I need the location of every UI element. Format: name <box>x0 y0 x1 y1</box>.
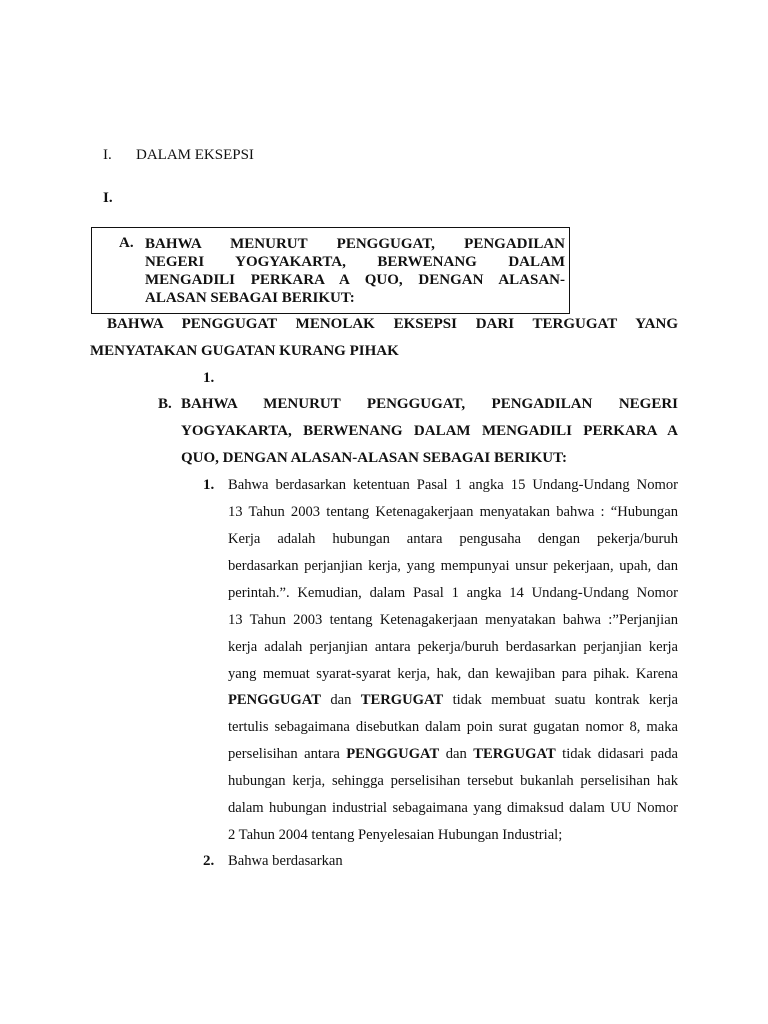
point-number: 1. <box>203 477 215 493</box>
party-penggugat: PENGGUGAT <box>346 746 440 762</box>
intro-line: BAHWA PENGGUGAT MENOLAK EKSEPSI DARI TERGUGAT YANG <box>107 316 678 332</box>
point-line: 13 Tahun 2003 tentang Ketenagakerjaan menyatakan bahwa :”Perjanjian <box>228 612 678 628</box>
point-line: Bahwa berdasarkan ketentuan Pasal 1 angka 15 Undang-Undang Nomor <box>228 477 678 493</box>
connector-text: dan <box>320 692 361 708</box>
line-text: tidak didasari pada <box>555 746 678 762</box>
connector-text: dan <box>439 746 474 762</box>
party-tergugat: TERGUGAT <box>473 746 556 762</box>
point-line: 13 Tahun 2003 tentang Ketenagakerjaan menyatakan bahwa : “Hubungan <box>228 504 678 520</box>
point-line <box>228 692 678 709</box>
line-text: perselisihan antara <box>228 746 347 762</box>
point-line: kerja adalah perjanjian antara pekerja/buruh berdasarkan perjanjian kerja <box>228 639 678 655</box>
point-line: tertulis sebagaimana disebutkan dalam poin surat gugatan nomor 8, maka <box>228 719 678 735</box>
point-line: Kerja adalah hubungan antara pengusaha dengan pekerja/buruh <box>228 531 678 547</box>
heading-number: I. <box>103 147 112 163</box>
point-line <box>228 746 678 763</box>
section-b-line: YOGYAKARTA, BERWENANG DALAM MENGADILI PERKARA A <box>181 423 678 439</box>
party-penggugat: PENGGUGAT <box>228 692 321 708</box>
section-b-line: QUO, DENGAN ALASAN-ALASAN SEBAGAI BERIKUT: <box>181 450 568 466</box>
point-line: yang memuat syarat-syarat kerja, hak, dan kewajiban para pihak. Karena <box>228 666 678 682</box>
section-b-line: BAHWA MENURUT PENGGUGAT, PENGADILAN NEGERI <box>181 396 678 412</box>
point-line: Bahwa berdasarkan <box>228 853 343 869</box>
point-number: 2. <box>203 853 215 869</box>
section-a-line: NEGERI YOGYAKARTA, BERWENANG DALAM <box>145 254 565 270</box>
section-a-line: BAHWA MENURUT PENGGUGAT, PENGADILAN <box>145 236 565 252</box>
point-line: perintah.”. Kemudian, dalam Pasal 1 angka 14 Undang-Undang Nomor <box>228 585 678 601</box>
party-tergugat: TERGUGAT <box>360 692 444 708</box>
point-line: hubungan kerja, sehingga perselisihan tersebut bukanlah perselisihan hak <box>228 773 678 789</box>
point-line: berdasarkan perjanjian kerja, yang mempunyai unsur pekerjaan, upah, dan <box>228 558 678 574</box>
subheading-number: I. <box>103 190 113 206</box>
heading-title: DALAM EKSEPSI <box>136 147 254 163</box>
point-line: 2 Tahun 2004 tentang Penyelesaian Hubungan Industrial; <box>228 827 563 843</box>
section-a-line: MENGADILI PERKARA A QUO, DENGAN ALASAN- <box>145 272 565 288</box>
section-a-line: ALASAN SEBAGAI BERIKUT: <box>145 290 355 306</box>
intro-line: MENYATAKAN GUGATAN KURANG PIHAK <box>90 343 399 359</box>
line-text: tidak membuat suatu kontrak kerja <box>443 692 679 708</box>
item-number: 1. <box>203 370 215 386</box>
section-a-marker: A. <box>119 235 134 251</box>
point-line: dalam hubungan industrial sebagaimana yang dimaksud dalam UU Nomor <box>228 800 678 816</box>
section-b-marker: B. <box>158 396 172 412</box>
